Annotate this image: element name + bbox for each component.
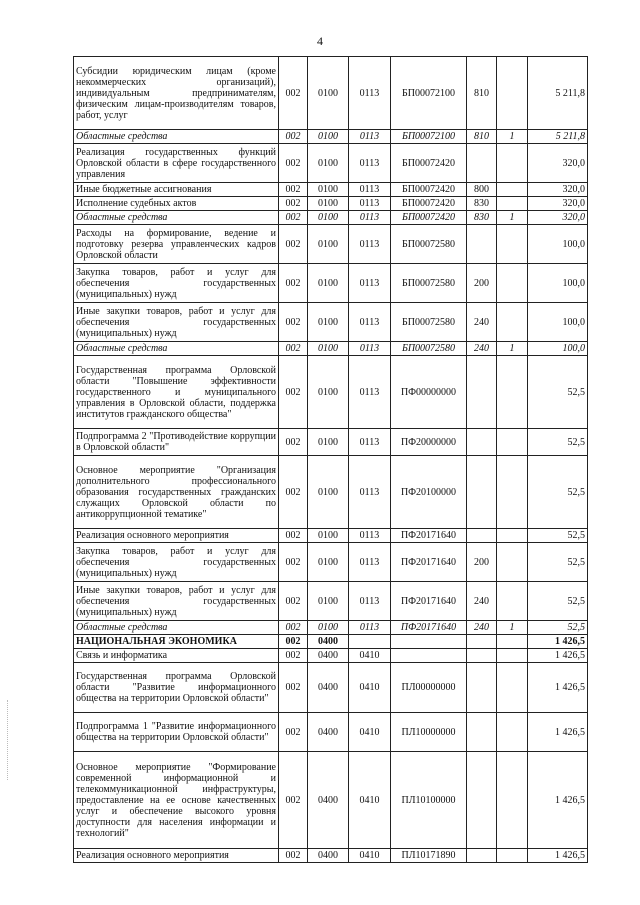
target-article-code: БП00072420 bbox=[391, 144, 467, 183]
expense-type-code: 810 bbox=[467, 130, 497, 144]
section-code: 0400 bbox=[308, 713, 349, 752]
funding-source-code bbox=[497, 57, 528, 130]
expense-type-code: 240 bbox=[467, 582, 497, 621]
row-name: Реализация основного мероприятия bbox=[74, 529, 279, 543]
amount: 52,5 bbox=[528, 356, 588, 429]
subsection-code: 0410 bbox=[349, 649, 391, 663]
table-row bbox=[74, 543, 588, 582]
grbs-code: 002 bbox=[279, 456, 308, 529]
funding-source-code bbox=[497, 635, 528, 649]
amount: 52,5 bbox=[528, 543, 588, 582]
target-article-code bbox=[391, 635, 467, 649]
row-name: Государственная программа Орловской области "Повышение эффективности государственного и муниципального управления в Орловской области, поддержка институтов гражданского общества" bbox=[74, 356, 279, 429]
expense-type-code: 200 bbox=[467, 264, 497, 303]
target-article-code: БП00072580 bbox=[391, 303, 467, 342]
funding-source-code bbox=[497, 264, 528, 303]
subsection-code: 0113 bbox=[349, 225, 391, 264]
grbs-code: 002 bbox=[279, 197, 308, 211]
expense-type-code bbox=[467, 456, 497, 529]
section-code: 0100 bbox=[308, 183, 349, 197]
section-code: 0100 bbox=[308, 197, 349, 211]
funding-source-code bbox=[497, 713, 528, 752]
subsection-code: 0113 bbox=[349, 621, 391, 635]
target-article-code: ПФ20171640 bbox=[391, 582, 467, 621]
section-code: 0400 bbox=[308, 752, 349, 849]
table-row bbox=[74, 713, 588, 752]
expense-type-code bbox=[467, 635, 497, 649]
section-code: 0400 bbox=[308, 635, 349, 649]
table-row bbox=[74, 225, 588, 264]
grbs-code: 002 bbox=[279, 543, 308, 582]
row-name: Расходы на формирование, ведение и подготовку резерва управленческих кадров Орловской области bbox=[74, 225, 279, 264]
table-row bbox=[74, 356, 588, 429]
budget-table bbox=[73, 56, 588, 863]
target-article-code: ПЛ10171890 bbox=[391, 849, 467, 863]
table-row bbox=[74, 649, 588, 663]
expense-type-code bbox=[467, 225, 497, 264]
amount: 1 426,5 bbox=[528, 752, 588, 849]
section-code: 0400 bbox=[308, 849, 349, 863]
section-code: 0100 bbox=[308, 543, 349, 582]
grbs-code: 002 bbox=[279, 529, 308, 543]
row-name: Подпрограмма 2 "Противодействие коррупции в Орловской области" bbox=[74, 429, 279, 456]
table-row bbox=[74, 582, 588, 621]
section-code: 0100 bbox=[308, 429, 349, 456]
amount: 320,0 bbox=[528, 183, 588, 197]
subsection-code: 0410 bbox=[349, 849, 391, 863]
funding-source-code bbox=[497, 144, 528, 183]
table-row bbox=[74, 529, 588, 543]
amount: 52,5 bbox=[528, 621, 588, 635]
section-code: 0100 bbox=[308, 144, 349, 183]
table-row bbox=[74, 211, 588, 225]
subsection-code: 0113 bbox=[349, 543, 391, 582]
subsection-code: 0410 bbox=[349, 713, 391, 752]
subsection-code: 0113 bbox=[349, 582, 391, 621]
grbs-code: 002 bbox=[279, 356, 308, 429]
funding-source-code bbox=[497, 225, 528, 264]
row-name: Основное мероприятие "Формирование современной информационной и телекоммуникационной инфраструктуры, предоставление на ее основе качественных услуг и обеспечение высокого уровня доступности для населения информации и технологий" bbox=[74, 752, 279, 849]
amount: 1 426,5 bbox=[528, 663, 588, 713]
section-code: 0100 bbox=[308, 225, 349, 264]
grbs-code: 002 bbox=[279, 752, 308, 849]
target-article-code: БП00072580 bbox=[391, 225, 467, 264]
expense-type-code bbox=[467, 713, 497, 752]
row-name: Реализация основного мероприятия bbox=[74, 849, 279, 863]
subsection-code: 0410 bbox=[349, 663, 391, 713]
scan-edge-marks bbox=[7, 700, 11, 780]
grbs-code: 002 bbox=[279, 582, 308, 621]
subsection-code: 0113 bbox=[349, 183, 391, 197]
expense-type-code bbox=[467, 649, 497, 663]
section-code: 0100 bbox=[308, 456, 349, 529]
expense-type-code bbox=[467, 663, 497, 713]
section-code: 0100 bbox=[308, 529, 349, 543]
page-number: 4 bbox=[317, 34, 323, 48]
grbs-code: 002 bbox=[279, 144, 308, 183]
subsection-code: 0410 bbox=[349, 752, 391, 849]
table-row bbox=[74, 849, 588, 863]
row-name: Субсидии юридическим лицам (кроме некоммерческих организаций), индивидуальным предпринимателям, физическим лицам-производителям товаров, работ, услуг bbox=[74, 57, 279, 130]
target-article-code: ПЛ10000000 bbox=[391, 713, 467, 752]
row-name: Реализация государственных функций Орловской области в сфере государственного управления bbox=[74, 144, 279, 183]
row-name: Областные средства bbox=[74, 342, 279, 356]
row-name: Основное мероприятие "Организация дополнительного профессионального образования государственных гражданских служащих Орловской области по антикоррупционной тематике" bbox=[74, 456, 279, 529]
amount: 5 211,8 bbox=[528, 130, 588, 144]
funding-source-code: 1 bbox=[497, 621, 528, 635]
section-code: 0100 bbox=[308, 356, 349, 429]
table-row bbox=[74, 456, 588, 529]
funding-source-code bbox=[497, 197, 528, 211]
target-article-code: ПЛ10100000 bbox=[391, 752, 467, 849]
row-name: Закупка товаров, работ и услуг для обеспечения государственных (муниципальных) нужд bbox=[74, 264, 279, 303]
target-article-code: ПЛ00000000 bbox=[391, 663, 467, 713]
subsection-code: 0113 bbox=[349, 130, 391, 144]
grbs-code: 002 bbox=[279, 264, 308, 303]
subsection-code: 0113 bbox=[349, 342, 391, 356]
amount: 52,5 bbox=[528, 429, 588, 456]
row-name: Областные средства bbox=[74, 130, 279, 144]
target-article-code: БП00072580 bbox=[391, 264, 467, 303]
amount: 100,0 bbox=[528, 264, 588, 303]
funding-source-code bbox=[497, 529, 528, 543]
amount: 5 211,8 bbox=[528, 57, 588, 130]
subsection-code: 0113 bbox=[349, 197, 391, 211]
section-code: 0100 bbox=[308, 621, 349, 635]
amount: 100,0 bbox=[528, 303, 588, 342]
table-row bbox=[74, 130, 588, 144]
funding-source-code bbox=[497, 582, 528, 621]
target-article-code: ПФ20171640 bbox=[391, 529, 467, 543]
section-code: 0100 bbox=[308, 211, 349, 225]
table-row bbox=[74, 57, 588, 130]
row-name: Закупка товаров, работ и услуг для обеспечения государственных (муниципальных) нужд bbox=[74, 543, 279, 582]
funding-source-code: 1 bbox=[497, 130, 528, 144]
grbs-code: 002 bbox=[279, 183, 308, 197]
grbs-code: 002 bbox=[279, 429, 308, 456]
subsection-code: 0113 bbox=[349, 57, 391, 130]
funding-source-code bbox=[497, 303, 528, 342]
funding-source-code bbox=[497, 663, 528, 713]
row-name: Иные закупки товаров, работ и услуг для обеспечения государственных (муниципальных) нужд bbox=[74, 303, 279, 342]
section-code: 0100 bbox=[308, 264, 349, 303]
target-article-code: БП00072420 bbox=[391, 211, 467, 225]
grbs-code: 002 bbox=[279, 225, 308, 264]
amount: 52,5 bbox=[528, 529, 588, 543]
row-name: Иные закупки товаров, работ и услуг для обеспечения государственных (муниципальных) нужд bbox=[74, 582, 279, 621]
table-row bbox=[74, 429, 588, 456]
expense-type-code bbox=[467, 752, 497, 849]
target-article-code: БП00072420 bbox=[391, 183, 467, 197]
table-row bbox=[74, 264, 588, 303]
table-row bbox=[74, 663, 588, 713]
expense-type-code: 200 bbox=[467, 543, 497, 582]
table-row bbox=[74, 303, 588, 342]
table-row bbox=[74, 183, 588, 197]
section-code: 0100 bbox=[308, 130, 349, 144]
grbs-code: 002 bbox=[279, 130, 308, 144]
row-name: Подпрограмма 1 "Развитие информационного общества на территории Орловской области" bbox=[74, 713, 279, 752]
funding-source-code bbox=[497, 543, 528, 582]
row-name: Иные бюджетные ассигнования bbox=[74, 183, 279, 197]
target-article-code: БП00072100 bbox=[391, 57, 467, 130]
expense-type-code bbox=[467, 356, 497, 429]
amount: 320,0 bbox=[528, 211, 588, 225]
grbs-code: 002 bbox=[279, 57, 308, 130]
expense-type-code: 830 bbox=[467, 211, 497, 225]
target-article-code: ПФ20171640 bbox=[391, 543, 467, 582]
funding-source-code bbox=[497, 649, 528, 663]
expense-type-code: 240 bbox=[467, 621, 497, 635]
section-code: 0100 bbox=[308, 303, 349, 342]
grbs-code: 002 bbox=[279, 713, 308, 752]
grbs-code: 002 bbox=[279, 621, 308, 635]
amount: 320,0 bbox=[528, 144, 588, 183]
expense-type-code bbox=[467, 529, 497, 543]
target-article-code: ПФ20000000 bbox=[391, 429, 467, 456]
funding-source-code: 1 bbox=[497, 211, 528, 225]
grbs-code: 002 bbox=[279, 663, 308, 713]
table-row bbox=[74, 635, 588, 649]
table-row bbox=[74, 621, 588, 635]
table-row bbox=[74, 197, 588, 211]
subsection-code: 0113 bbox=[349, 144, 391, 183]
target-article-code: ПФ20171640 bbox=[391, 621, 467, 635]
expense-type-code: 830 bbox=[467, 197, 497, 211]
amount: 52,5 bbox=[528, 582, 588, 621]
subsection-code: 0113 bbox=[349, 456, 391, 529]
amount: 1 426,5 bbox=[528, 635, 588, 649]
grbs-code: 002 bbox=[279, 303, 308, 342]
amount: 320,0 bbox=[528, 197, 588, 211]
subsection-code: 0113 bbox=[349, 529, 391, 543]
amount: 1 426,5 bbox=[528, 849, 588, 863]
grbs-code: 002 bbox=[279, 211, 308, 225]
expense-type-code bbox=[467, 849, 497, 863]
target-article-code: ПФ20100000 bbox=[391, 456, 467, 529]
subsection-code: 0113 bbox=[349, 211, 391, 225]
table-row bbox=[74, 342, 588, 356]
row-name: Областные средства bbox=[74, 621, 279, 635]
section-code: 0100 bbox=[308, 57, 349, 130]
expense-type-code: 240 bbox=[467, 342, 497, 356]
expense-type-code: 800 bbox=[467, 183, 497, 197]
subsection-code bbox=[349, 635, 391, 649]
amount: 100,0 bbox=[528, 225, 588, 264]
table-row bbox=[74, 144, 588, 183]
expense-type-code: 240 bbox=[467, 303, 497, 342]
subsection-code: 0113 bbox=[349, 429, 391, 456]
subsection-code: 0113 bbox=[349, 264, 391, 303]
section-code: 0400 bbox=[308, 663, 349, 713]
funding-source-code: 1 bbox=[497, 342, 528, 356]
subsection-code: 0113 bbox=[349, 303, 391, 342]
amount: 52,5 bbox=[528, 456, 588, 529]
row-name: Связь и информатика bbox=[74, 649, 279, 663]
grbs-code: 002 bbox=[279, 342, 308, 356]
row-name: Государственная программа Орловской области "Развитие информационного общества на территории Орловской области" bbox=[74, 663, 279, 713]
grbs-code: 002 bbox=[279, 635, 308, 649]
expense-type-code: 810 bbox=[467, 57, 497, 130]
subsection-code: 0113 bbox=[349, 356, 391, 429]
target-article-code: БП00072420 bbox=[391, 197, 467, 211]
expense-type-code bbox=[467, 144, 497, 183]
funding-source-code bbox=[497, 752, 528, 849]
amount: 100,0 bbox=[528, 342, 588, 356]
expense-type-code bbox=[467, 429, 497, 456]
target-article-code: БП00072100 bbox=[391, 130, 467, 144]
funding-source-code bbox=[497, 849, 528, 863]
row-name: Областные средства bbox=[74, 211, 279, 225]
target-article-code bbox=[391, 649, 467, 663]
funding-source-code bbox=[497, 356, 528, 429]
table-row bbox=[74, 752, 588, 849]
row-name: Исполнение судебных актов bbox=[74, 197, 279, 211]
funding-source-code bbox=[497, 429, 528, 456]
funding-source-code bbox=[497, 456, 528, 529]
grbs-code: 002 bbox=[279, 649, 308, 663]
target-article-code: ПФ00000000 bbox=[391, 356, 467, 429]
grbs-code: 002 bbox=[279, 849, 308, 863]
amount: 1 426,5 bbox=[528, 649, 588, 663]
amount: 1 426,5 bbox=[528, 713, 588, 752]
row-name: НАЦИОНАЛЬНАЯ ЭКОНОМИКА bbox=[74, 635, 279, 649]
section-code: 0100 bbox=[308, 582, 349, 621]
section-code: 0400 bbox=[308, 649, 349, 663]
target-article-code: БП00072580 bbox=[391, 342, 467, 356]
section-code: 0100 bbox=[308, 342, 349, 356]
funding-source-code bbox=[497, 183, 528, 197]
